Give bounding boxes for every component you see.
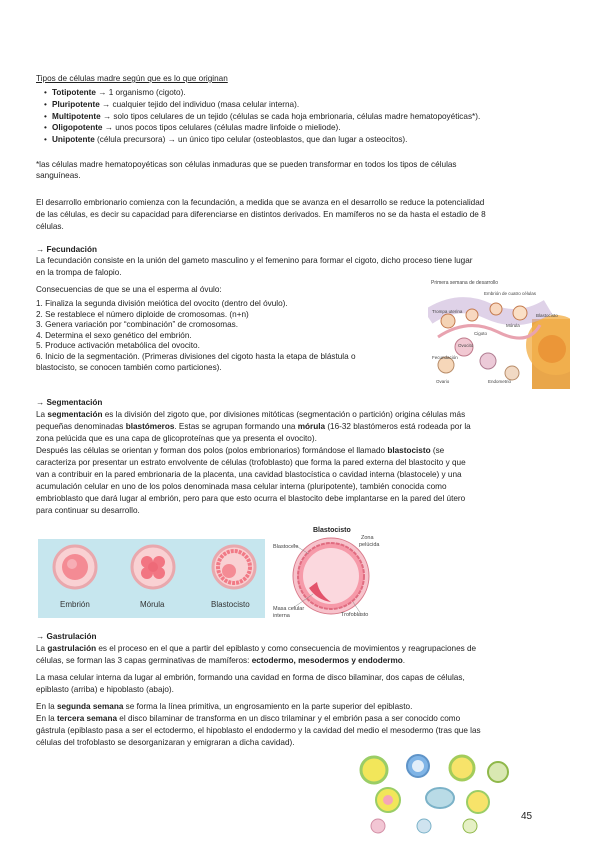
paragraph-line: embrioblasto que dará lugar al embrión, pero para que esto ocurra el blastocito debe implantarse en la pared del útero [36, 494, 466, 503]
footnote-line: *las células madre hematopoyéticas son células inmaduras que se pueden transformar en todos los tipos de células [36, 160, 457, 169]
figure-label: Fecundación [432, 355, 458, 360]
stem-types-list [44, 88, 584, 147]
blastocyst-figure [273, 524, 385, 620]
section-heading-fecundacion: → Fecundación [36, 245, 97, 254]
paragraph-line: Después las células se orientan y forman dos polos (polos embrionarios) formándose el llamado blastocisto (se [36, 446, 445, 455]
paragraph-line: La gastrulación es el proceso en el que a partir del epiblasto y como consecuencia de movimientos y reagrupaciones de [36, 644, 477, 653]
stem-types-heading: Tipos de células madre según que es lo que originan [36, 74, 228, 83]
gastrulation-figure [352, 752, 512, 834]
footnote-line: sanguíneas. [36, 171, 81, 180]
list-item: • Multipotente → solo tipos celulares de un tejido (células se cada hoja embrionaria, células madre hematopoyéticas*). [44, 112, 584, 124]
paragraph-line: van a contribuir en la pared embrionaria de la placenta, una cavidad blastocística o cavidad interna (blastocele) y una [36, 470, 462, 479]
figure-label: Ovario [436, 379, 450, 384]
figure-label: Blastocisto [536, 313, 558, 318]
section-heading-gastrulacion: → Gastrulación [36, 632, 97, 641]
paragraph-line: células, se forman las 3 capas germinativas de mamíferos: ectodermo, mesodermos y endodermo. [36, 656, 406, 665]
intro-line: células. [36, 222, 64, 231]
gastrulation-diagram [352, 752, 512, 834]
list-item: • Unipotente (célula precursora) → un único tipo celular (osteoblastos, que dan lugar a osteocitos). [44, 135, 584, 147]
consequences-title: Consecuencias de que se una el esperma al óvulo: [36, 285, 222, 294]
paragraph-line: En la tercera semana el disco bilaminar de transforma en un disco trilaminar y el embrión pasa a ser conocido como [36, 714, 461, 723]
consequences-list [36, 299, 356, 373]
list-item: • Pluripotente → cualquier tejido del individuo (masa celular interna). [44, 100, 584, 112]
paragraph-line: En la segunda semana se forma la línea primitiva, un engrosamiento en la parte superior del epiblasto. [36, 702, 413, 711]
figure-title: Blastocisto [313, 527, 351, 534]
figure-label: Blastocele [273, 544, 299, 550]
list-item: 2. Se restablece el número diploide de cromosomas. (n+n) [36, 309, 249, 319]
list-item: 5. Produce activación metabólica del ovocito. [36, 341, 200, 351]
page-number: 45 [521, 811, 533, 822]
paragraph-line: células del trofoblasto se desorganizaran y emigraran a dicha cavidad). [36, 738, 295, 747]
figure-label: Trompa uterina [432, 309, 463, 314]
list-item: 6. Inicio de la segmentación. (Primeras divisiones del cigoto hasta la etapa de blástula o [36, 351, 356, 361]
intro-line: de las células, es decir su capacidad para diferenciarse en distintos derivados. En mamíferos no se da hasta el estadio de 8 [36, 210, 486, 219]
cleavage-stages-figure [38, 539, 265, 618]
paragraph-line: La masa celular interna da lugar al embrión, formando una cavidad en forma de disco bilaminar, dos capas de células, [36, 673, 465, 682]
paragraph-line: en la trompa de falopio. [36, 268, 122, 277]
paragraph-line: zona pelúcida que es una capa de glicoproteínas que ya presenta el ovocito). [36, 434, 317, 443]
figure-label: Ovocito [458, 343, 474, 348]
paragraph-line: pequeñas denominadas blastómeros. Estas se agrupan formando una mórula (16-32 blastómeros está rodeada por la [36, 422, 471, 431]
list-item: 4. Determina el sexo genético del embrión. [36, 330, 192, 340]
list-item: blastocisto, se conocen también como particiones). [36, 362, 222, 372]
list-item: • Totipotente → 1 organismo (cigoto). [44, 88, 584, 100]
figure-label: Embrión de cuatro células [484, 291, 537, 296]
figure-label: interna [273, 613, 290, 619]
list-item: • Oligopotente → unos pocos tipos celulares (células madre linfoide o mieliode). [44, 123, 584, 135]
paragraph-line: caracteriza por presentar un estrato envolvente de células (trofoblasto) que forma la pared externa del blastocito y que [36, 458, 466, 467]
paragraph-line: acumulación celular en uno de los polos denominada masa celular interna (pluripotente), también conocida como [36, 482, 447, 491]
figure-label: pelúcida [359, 542, 380, 548]
first-week-figure [428, 277, 570, 389]
figure-label: Masa celular [273, 606, 305, 612]
figure-label: Mórula [506, 323, 520, 328]
stage-label: Embrión [60, 600, 90, 609]
figure-label: Zona [361, 535, 374, 541]
list-item: 3. Genera variación por “combinación” de cromosomas. [36, 320, 239, 330]
figure-label: Primera semana de desarrollo [431, 280, 498, 286]
intro-line: El desarrollo embrionario comienza con la fecundación, a medida que se avanza en el desarrollo se reduce la potencialidad [36, 198, 485, 207]
paragraph-line: epiblasto (arriba) e hipoblasto (abajo). [36, 685, 174, 694]
stage-label: Blastocisto [211, 600, 250, 609]
figure-label: Trofoblasto [341, 612, 369, 618]
figure-label: Endometrio [488, 379, 512, 384]
stage-label: Mórula [140, 600, 165, 609]
paragraph-line: para continuar su desarrollo. [36, 506, 140, 515]
list-item: 1. Finaliza la segunda división meiótica del ovocito (dentro del óvulo). [36, 299, 288, 308]
paragraph-line: La segmentación es la división del zigoto que, por divisiones mitóticas (segmentación o partición) origina células más [36, 410, 466, 419]
section-heading-segmentacion: → Segmentación [36, 398, 103, 407]
figure-label: Cigoto [474, 331, 488, 336]
paragraph-line: gástrula (epiblasto pasa a ser el ectodermo, el hipoblasto el endodermo y la cavidad del medio el mesodermo (tras que las [36, 726, 481, 735]
paragraph-line: La fecundación consiste en la unión del gameto masculino y el femenino para formar el cigoto, dicho proceso tiene lugar [36, 256, 473, 265]
